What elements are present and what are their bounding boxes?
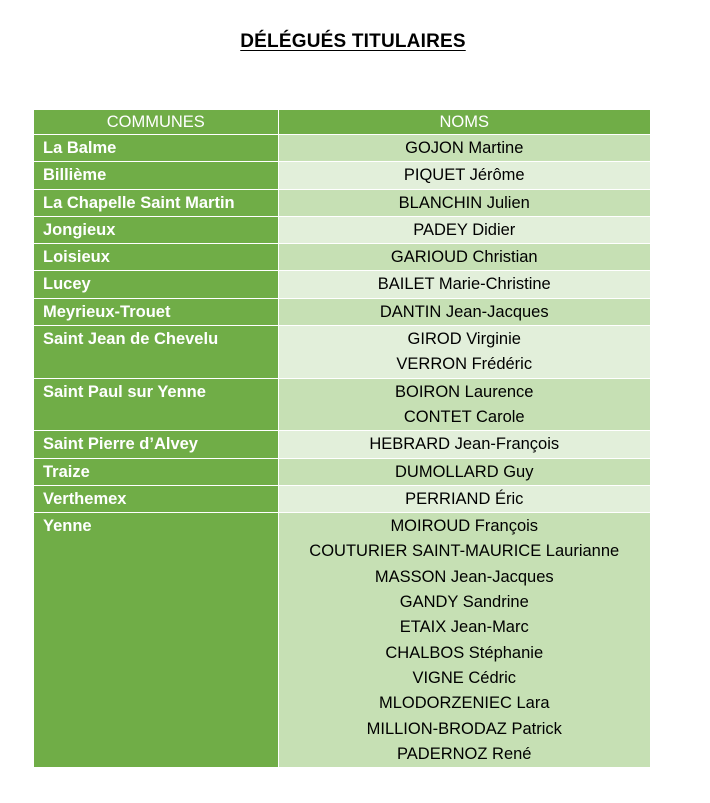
delegate-name: PIQUET Jérôme bbox=[403, 166, 525, 185]
table-row bbox=[34, 298, 650, 325]
table-header-row bbox=[34, 110, 650, 135]
names-cell bbox=[278, 485, 650, 512]
commune-cell: Yenne bbox=[34, 513, 278, 767]
delegate-name: COUTURIER SAINT-MAURICE Laurianne bbox=[309, 542, 620, 561]
names-cell bbox=[278, 216, 650, 243]
delegate-name: BAILET Marie-Christine bbox=[377, 275, 551, 294]
delegate-name: GANDY Sandrine bbox=[399, 593, 529, 612]
delegate-name: DUMOLLARD Guy bbox=[395, 462, 534, 481]
delegate-name: MASSON Jean-Jacques bbox=[374, 567, 554, 586]
table-row bbox=[34, 431, 650, 458]
table-row bbox=[34, 135, 650, 162]
names-cell bbox=[278, 513, 650, 767]
commune-cell: Saint Paul sur Yenne bbox=[34, 378, 278, 431]
delegates-table bbox=[34, 110, 650, 767]
table-row bbox=[34, 326, 650, 379]
delegate-name: PADEY Didier bbox=[413, 220, 516, 239]
delegate-name: MLODORZENIEC Lara bbox=[378, 694, 550, 713]
delegate-name: VIGNE Cédric bbox=[412, 668, 517, 687]
delegate-name: PERRIAND Éric bbox=[405, 489, 524, 508]
commune-cell: Verthemex bbox=[34, 485, 278, 512]
names-cell bbox=[278, 326, 650, 379]
table-row bbox=[34, 271, 650, 298]
commune-cell: Saint Pierre d’Alvey bbox=[34, 431, 278, 458]
table-row bbox=[34, 216, 650, 243]
commune-cell: La Balme bbox=[34, 135, 278, 162]
header-communes: COMMUNES bbox=[34, 110, 278, 135]
delegate-name: GIROD Virginie bbox=[407, 330, 521, 349]
names-cell bbox=[278, 271, 650, 298]
delegate-name: DANTIN Jean-Jacques bbox=[379, 302, 549, 321]
commune-cell: Traize bbox=[34, 458, 278, 485]
names-cell bbox=[278, 135, 650, 162]
commune-cell: Meyrieux-Trouet bbox=[34, 298, 278, 325]
delegate-name: GARIOUD Christian bbox=[390, 248, 538, 267]
delegate-name: ETAIX Jean-Marc bbox=[399, 618, 529, 637]
delegate-name: VERRON Frédéric bbox=[396, 355, 533, 374]
delegate-name: PADERNOZ René bbox=[397, 744, 532, 763]
delegate-name: MILLION-BRODAZ Patrick bbox=[366, 719, 562, 738]
table-row bbox=[34, 378, 650, 431]
table-row bbox=[34, 162, 650, 189]
table-row bbox=[34, 458, 650, 485]
table-body bbox=[34, 135, 650, 768]
delegate-name: BOIRON Laurence bbox=[395, 382, 534, 401]
header-noms: NOMS bbox=[278, 110, 650, 135]
delegate-name: CONTET Carole bbox=[403, 407, 525, 426]
names-cell bbox=[278, 298, 650, 325]
table-row bbox=[34, 189, 650, 216]
names-cell bbox=[278, 244, 650, 271]
names-cell bbox=[278, 162, 650, 189]
commune-cell: Saint Jean de Chevelu bbox=[34, 326, 278, 379]
names-cell bbox=[278, 189, 650, 216]
names-cell bbox=[278, 431, 650, 458]
delegate-name: MOIROUD François bbox=[390, 517, 539, 536]
commune-cell: La Chapelle Saint Martin bbox=[34, 189, 278, 216]
delegate-name: BLANCHIN Julien bbox=[398, 193, 530, 212]
commune-cell: Lucey bbox=[34, 271, 278, 298]
table-row bbox=[34, 485, 650, 512]
commune-cell: Billième bbox=[34, 162, 278, 189]
delegate-name: GOJON Martine bbox=[405, 139, 524, 157]
names-cell bbox=[278, 378, 650, 431]
names-cell bbox=[278, 458, 650, 485]
commune-cell: Jongieux bbox=[34, 216, 278, 243]
delegate-name: CHALBOS Stéphanie bbox=[385, 643, 544, 662]
table-row bbox=[34, 244, 650, 271]
page-title: DÉLÉGUÉS TITULAIRES bbox=[240, 31, 466, 52]
commune-cell: Loisieux bbox=[34, 244, 278, 271]
delegate-name: HEBRARD Jean-François bbox=[369, 435, 560, 454]
table-row bbox=[34, 513, 650, 767]
